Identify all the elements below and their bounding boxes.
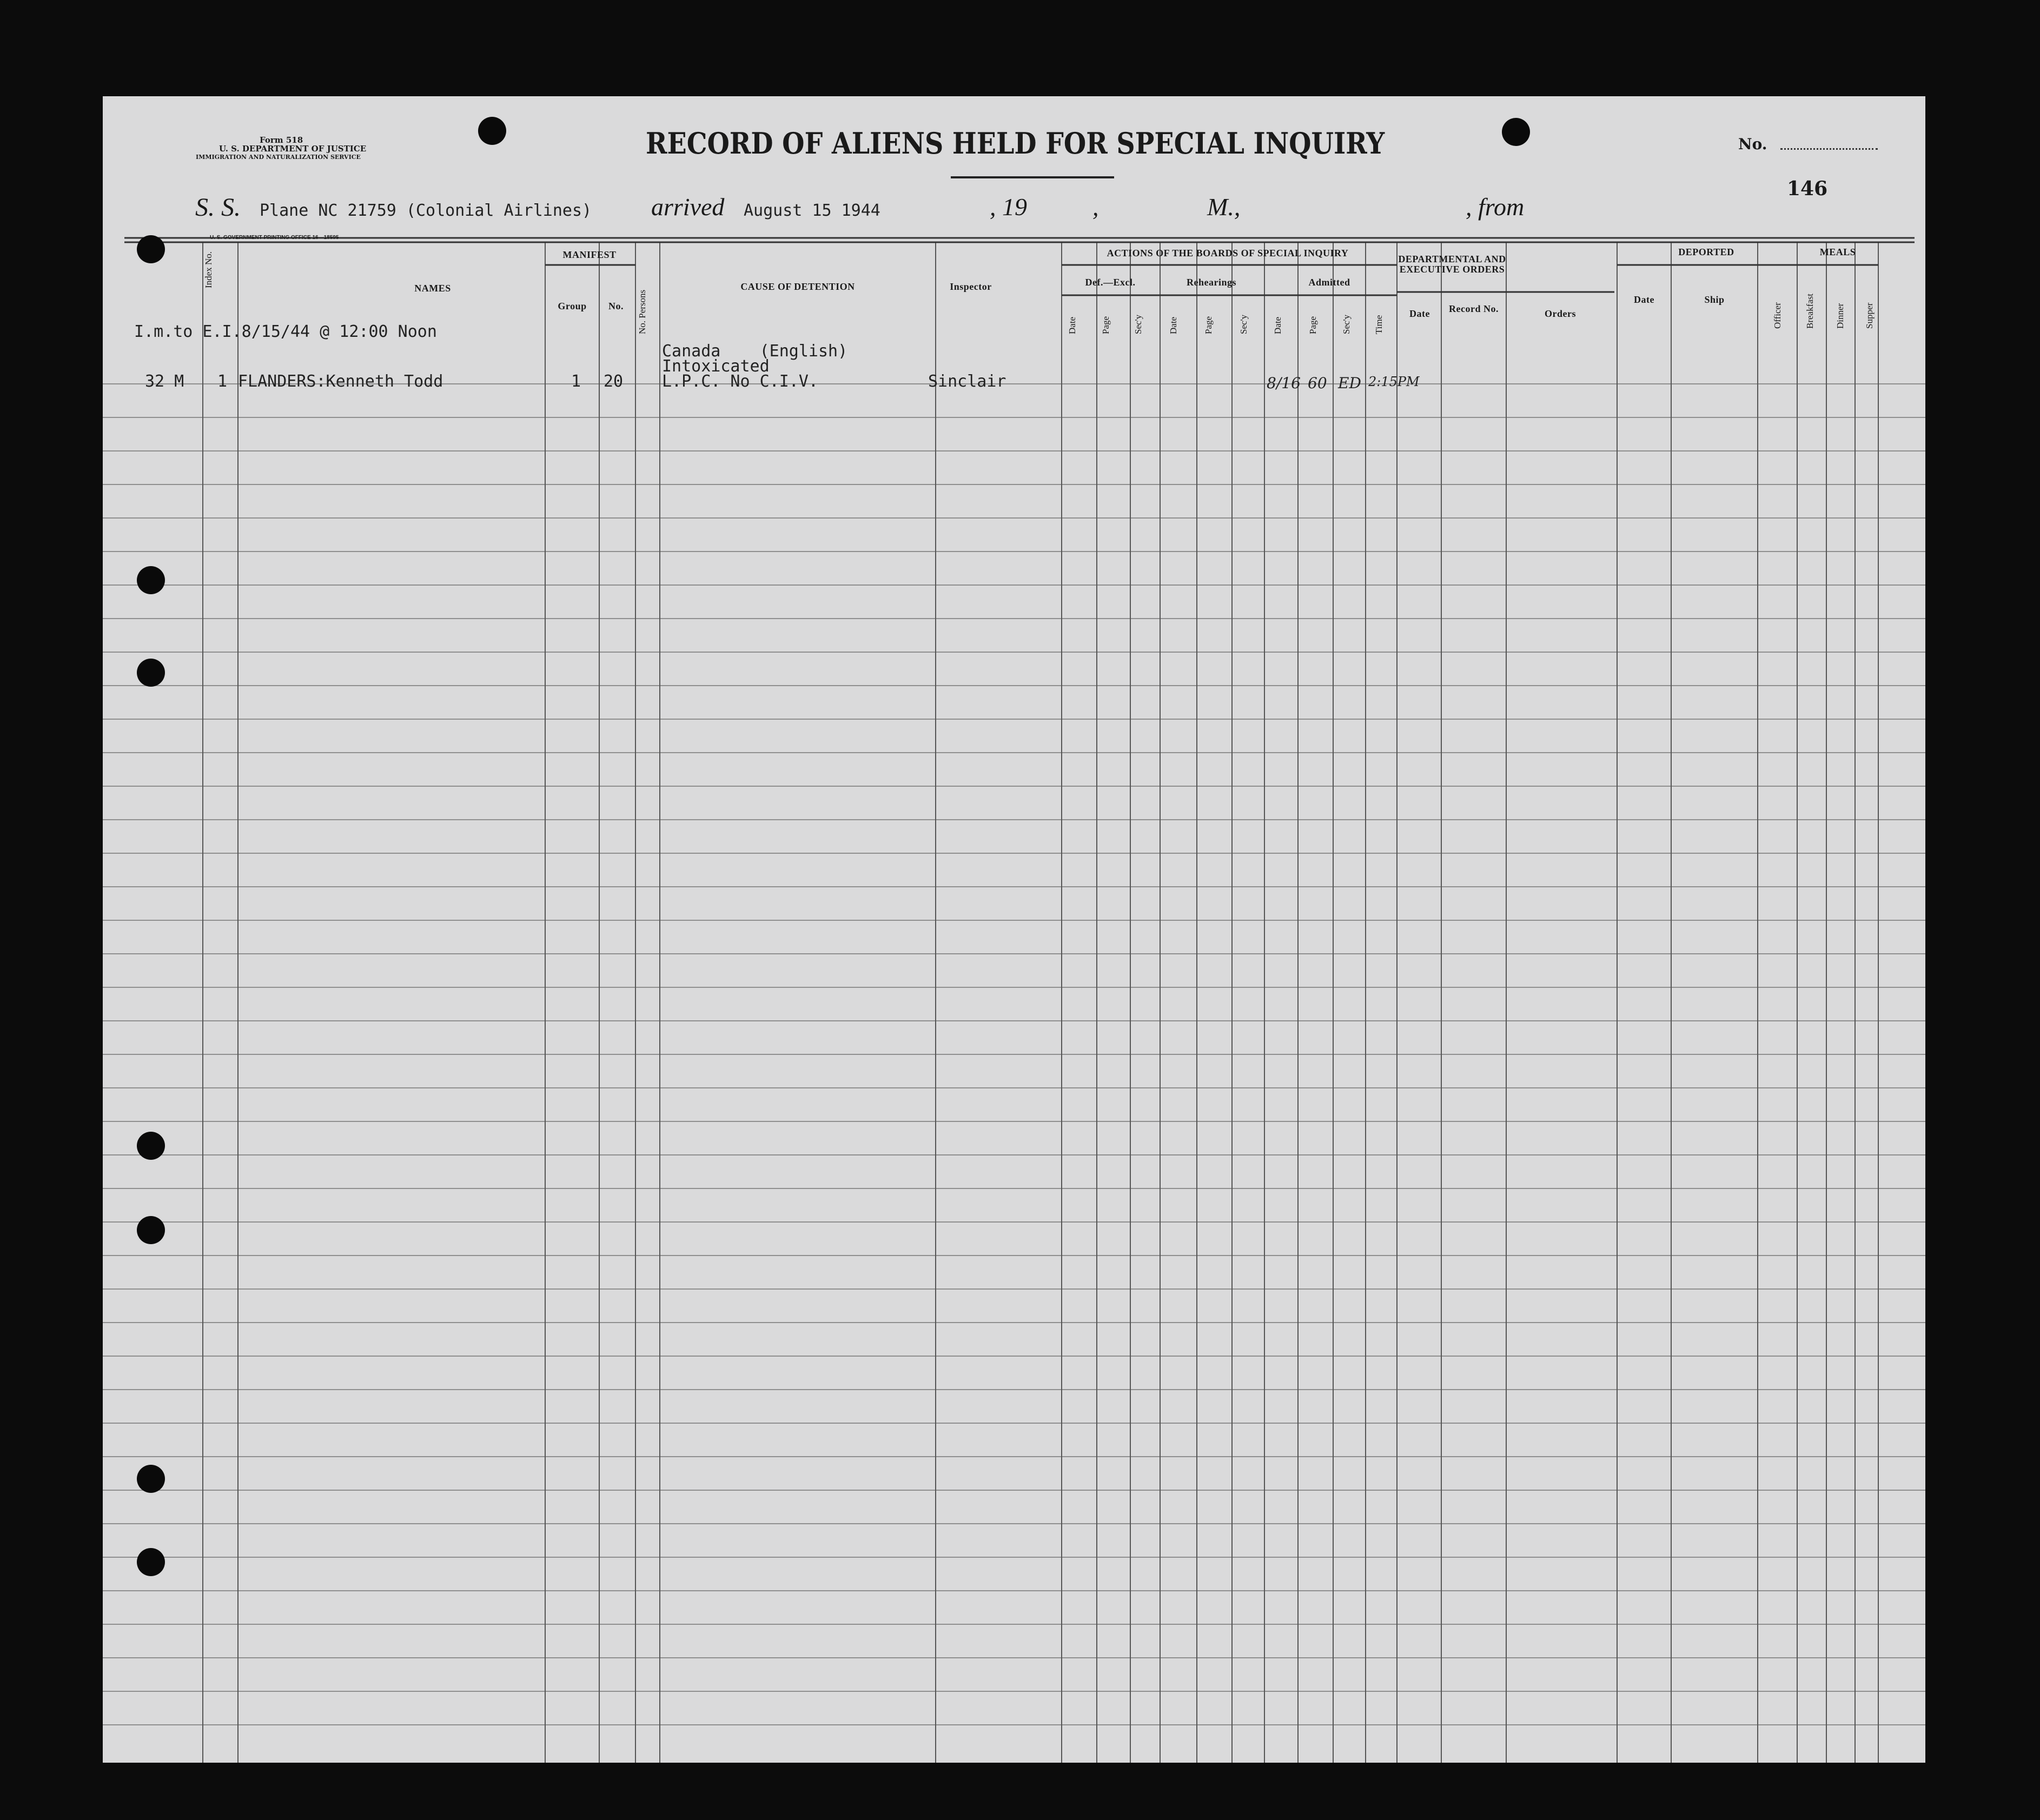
no-header: No. — [608, 301, 624, 311]
record-no-header-text: Record No. — [1449, 303, 1499, 314]
group-header: Group — [558, 301, 587, 311]
punch-hole — [478, 117, 506, 145]
dept-date-header: Date — [1409, 308, 1430, 319]
entry-cause-line1: Canada (English) — [662, 342, 848, 361]
def-excl-header: Def.—Excl. — [1085, 277, 1136, 288]
entry-manifest-no: 20 — [604, 372, 624, 391]
record-no-header — [1441, 304, 1506, 314]
year-prefix: , 19 — [990, 193, 1027, 221]
cause-header: CAUSE OF DETENTION — [740, 281, 855, 292]
no-label: No. — [1738, 135, 1767, 153]
no-dotted-line — [1780, 148, 1878, 150]
supper-header: Supper — [1864, 302, 1875, 329]
printing-office: U. S. GOVERNMENT PRINTING OFFICE 16—18595 — [210, 235, 339, 241]
no-persons-header: No. Persons — [637, 289, 647, 334]
names-header: NAMES — [414, 283, 451, 294]
entry-group: 1 — [571, 372, 581, 391]
dinner-header: Dinner — [1835, 303, 1845, 329]
vessel-name: Plane NC 21759 (Colonial Airlines) — [260, 201, 592, 220]
punch-hole — [137, 1465, 165, 1493]
from-label: , from — [1466, 193, 1525, 221]
entry-name: FLANDERS:Kenneth Todd — [238, 372, 443, 391]
adm-page-header: Page — [1308, 316, 1318, 334]
punch-hole — [1502, 118, 1530, 146]
adm-time-header: Time — [1374, 315, 1384, 334]
entry-cause-line2: Intoxicated — [662, 357, 770, 376]
entry-inspector: Sinclair — [928, 372, 1006, 391]
entry-cause-line3: L.P.C. No C.I.V. — [662, 372, 818, 391]
entry-index: 1 — [217, 372, 228, 391]
entry-age-sex: 32 M — [145, 372, 184, 391]
punch-hole — [137, 659, 165, 687]
title-underline — [951, 176, 1114, 178]
meals-header: MEALS — [1819, 247, 1856, 257]
entry-admitted-date: 8/16 — [1267, 374, 1301, 392]
manifest-header: MANIFEST — [562, 249, 617, 260]
entry-admitted-secy: ED — [1338, 374, 1361, 392]
def-secy-header: Sec'y — [1133, 314, 1143, 334]
transfer-note: I.m.to E.I.8/15/44 @ 12:00 Noon — [134, 322, 437, 341]
form-title: RECORD OF ALIENS HELD FOR SPECIAL INQUIRY — [646, 126, 1385, 161]
comma-separator: , — [1092, 193, 1099, 221]
boards-header: ACTIONS OF THE BOARDS OF SPECIAL INQUIRY — [1107, 248, 1349, 258]
entry-admitted-page: 60 — [1308, 374, 1327, 392]
officer-header: Officer — [1772, 302, 1783, 329]
reh-secy-header: Sec'y — [1238, 314, 1249, 334]
breakfast-header: Breakfast — [1805, 293, 1815, 329]
form-number: Form 518 — [260, 135, 303, 145]
ship-header: Ship — [1704, 294, 1725, 305]
def-page-header: Page — [1101, 316, 1111, 334]
punch-hole — [137, 566, 165, 594]
admitted-header: Admitted — [1308, 277, 1350, 288]
orders-header: Orders — [1545, 308, 1576, 319]
ruled-grid — [103, 96, 1925, 1763]
dept-orders-header-text: DEPARTMENTAL AND EXECUTIVE ORDERS — [1398, 254, 1506, 275]
deported-header: DEPORTED — [1678, 247, 1734, 257]
index-no-header: Index No. — [203, 251, 214, 288]
punch-hole — [137, 1216, 165, 1244]
department-name: U. S. DEPARTMENT OF JUSTICE — [219, 144, 367, 154]
punch-hole — [137, 1548, 165, 1576]
arrived-label: arrived — [651, 193, 725, 221]
m-label: M., — [1207, 193, 1241, 221]
punch-hole — [137, 1132, 165, 1160]
reh-date-header: Date — [1168, 316, 1178, 334]
entry-admitted-time: 2:15PM — [1368, 374, 1420, 389]
adm-secy-header: Sec'y — [1341, 314, 1352, 334]
arrived-date: August 15 1944 — [744, 201, 880, 220]
rehearings-header: Rehearings — [1187, 277, 1236, 288]
inspector-header: Inspector — [950, 281, 992, 292]
service-name: IMMIGRATION AND NATURALIZATION SERVICE — [196, 154, 361, 161]
adm-date-header: Date — [1273, 316, 1283, 334]
punch-hole — [137, 235, 165, 263]
dept-orders-header — [1398, 254, 1506, 275]
reh-page-header: Page — [1203, 316, 1214, 334]
page-number: 146 — [1787, 177, 1828, 200]
record-form-sheet — [103, 96, 1925, 1763]
def-date-header: Date — [1067, 316, 1077, 334]
dep-date-header: Date — [1634, 294, 1654, 305]
ss-label: S. S. — [195, 193, 241, 222]
